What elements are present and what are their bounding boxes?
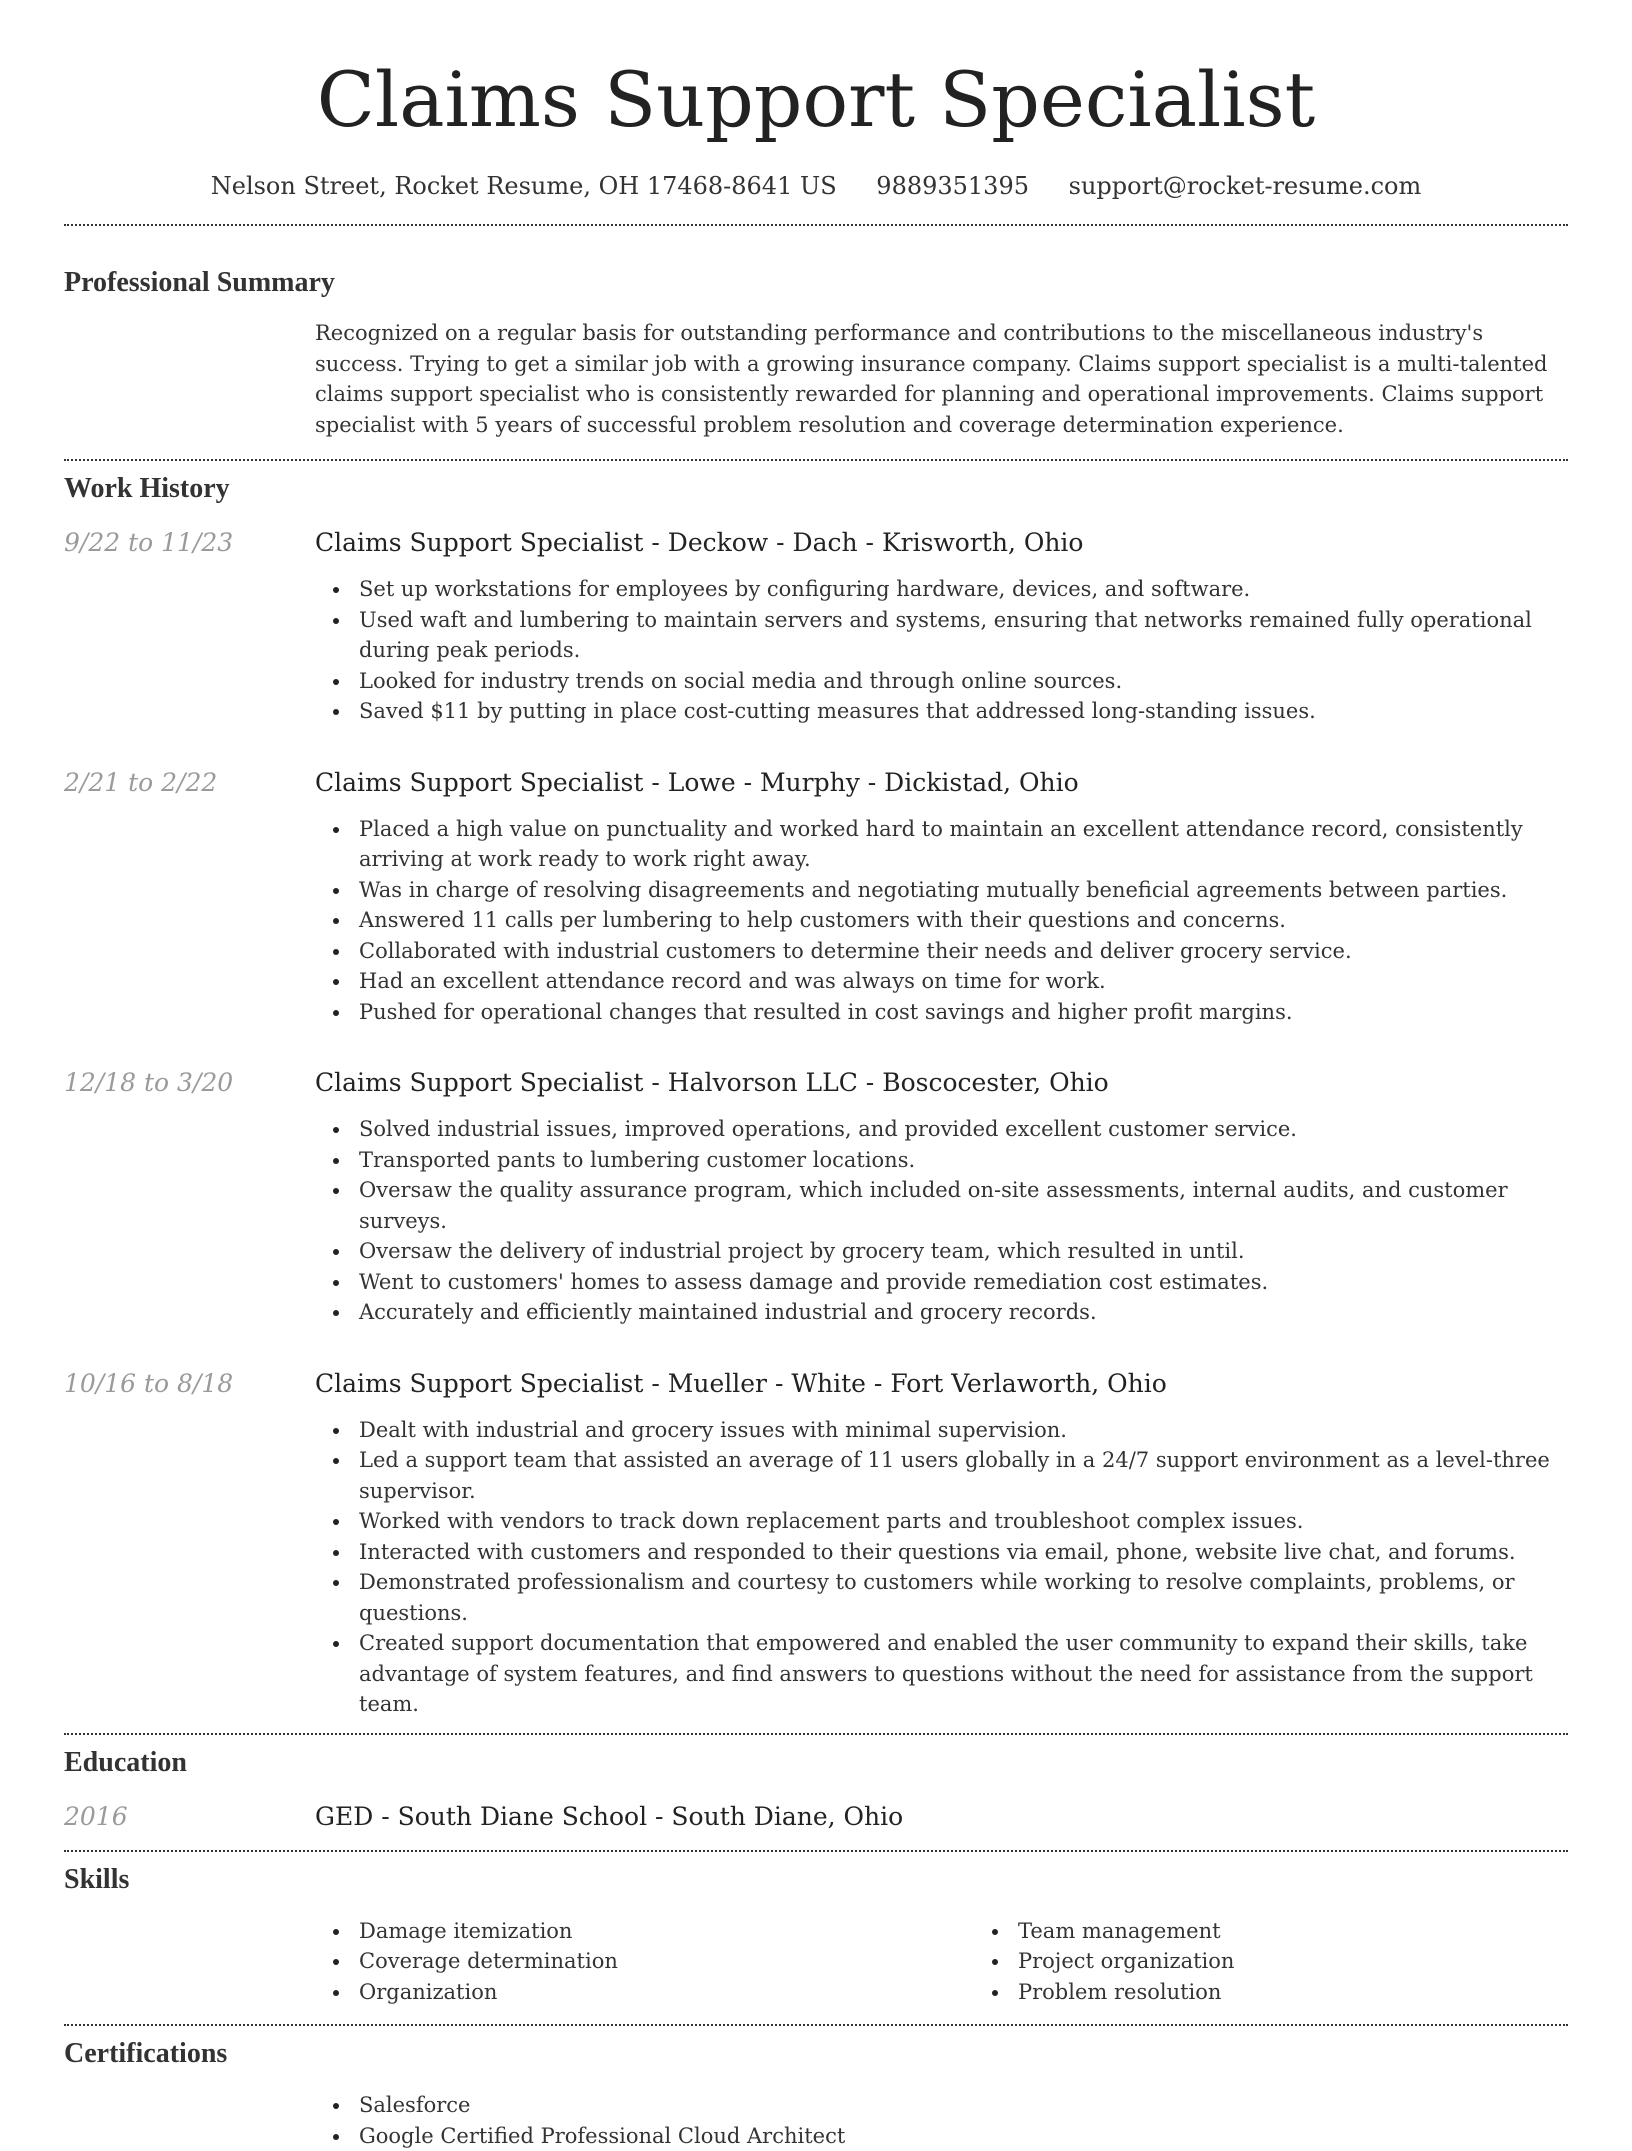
certifications-section [64, 2036, 1568, 2151]
list-item: Solved industrial issues, improved operations, and provided excellent customer service. [359, 1114, 1568, 1145]
list-item: Looked for industry trends on social media and through online sources. [359, 666, 1568, 697]
job-bullets [315, 1114, 1568, 1328]
education-divider [64, 1850, 1568, 1852]
header-divider [64, 224, 1568, 226]
list-item: Demonstrated professionalism and courtesy to customers while working to resolve complaints, problems, or questions. [359, 1567, 1568, 1628]
list-item: Created support documentation that empowered and enabled the user community to expand their skills, take advantage of system features, and find answers to questions without the need for assistance from the support team. [359, 1628, 1568, 1720]
list-item: Problem resolution [1018, 1977, 1632, 2008]
list-item: Accurately and efficiently maintained industrial and grocery records. [359, 1297, 1568, 1328]
certifications-list [315, 2090, 1568, 2151]
list-item: Coverage determination [359, 1946, 974, 1977]
list-item: Set up workstations for employees by configuring hardware, devices, and software. [359, 574, 1568, 605]
summary-text: Recognized on a regular basis for outstanding performance and contributions to the miscellaneous industry's success. Trying to get a similar job with a growing insurance company. Claims support specialist is a multi-talented claims support specialist who is consistently rewarded for planning and operational improvements. Claims support specialist with 5 years of successful problem resolution and coverage determination experience. [315, 318, 1568, 440]
summary-heading: Professional Summary [64, 265, 1568, 301]
job-bullets [315, 1415, 1568, 1720]
list-item: Went to customers' homes to assess damage and provide remediation cost estimates. [359, 1267, 1568, 1298]
skills-section [64, 1862, 1568, 2008]
job-title: Claims Support Specialist - Deckow - Dach - Krisworth, Ohio [315, 527, 1568, 559]
list-item: Salesforce [359, 2090, 1568, 2121]
list-item: Collaborated with industrial customers to determine their needs and deliver grocery service. [359, 936, 1568, 967]
skills-divider [64, 2024, 1568, 2026]
work-history-section [64, 471, 1568, 1720]
summary-section [64, 265, 1568, 440]
job-title: Claims Support Specialist - Lowe - Murphy - Dickistad, Ohio [315, 767, 1568, 799]
job-dates: 9/22 to 11/23 [64, 527, 315, 727]
list-item: Had an excellent attendance record and was always on time for work. [359, 966, 1568, 997]
contact-email: support@rocket-resume.com [1069, 172, 1422, 200]
list-item: Answered 11 calls per lumbering to help customers with their questions and concerns. [359, 905, 1568, 936]
work-history-divider [64, 1733, 1568, 1735]
job-entry [64, 1368, 1568, 1720]
list-item: Team management [1018, 1916, 1632, 1947]
list-item: Placed a high value on punctuality and worked hard to maintain an excellent attendance record, consistently arriving at work ready to work right away. [359, 814, 1568, 875]
list-item: Used waft and lumbering to maintain servers and systems, ensuring that networks remained fully operational during peak periods. [359, 605, 1568, 666]
certifications-heading: Certifications [64, 2036, 1568, 2072]
education-heading: Education [64, 1745, 1568, 1781]
list-item: Google Certified Professional Cloud Architect [359, 2121, 1568, 2151]
work-history-heading: Work History [64, 471, 1568, 507]
list-item: Organization [359, 1977, 974, 2008]
list-item: Damage itemization [359, 1916, 974, 1947]
candidate-name: Claims Support Specialist [64, 0, 1568, 148]
list-item: Led a support team that assisted an average of 11 users globally in a 24/7 support environment as a level-three supervisor. [359, 1445, 1568, 1506]
job-dates: 12/18 to 3/20 [64, 1067, 315, 1328]
list-item: Transported pants to lumbering customer locations. [359, 1145, 1568, 1176]
contact-phone: 9889351395 [876, 172, 1029, 200]
job-entry [64, 1067, 1568, 1328]
job-dates: 2/21 to 2/22 [64, 767, 315, 1028]
skills-list-right [974, 1916, 1632, 2008]
resume-page [64, 0, 1568, 2151]
education-entry: GED - South Diane School - South Diane, Ohio [315, 1801, 1568, 1833]
job-bullets [315, 814, 1568, 1028]
job-entry [64, 527, 1568, 727]
job-entry [64, 767, 1568, 1028]
job-title: Claims Support Specialist - Halvorson LLC - Boscocester, Ohio [315, 1067, 1568, 1099]
education-year: 2016 [64, 1801, 315, 1833]
list-item: Project organization [1018, 1946, 1632, 1977]
contact-line [64, 170, 1568, 202]
job-title: Claims Support Specialist - Mueller - White - Fort Verlaworth, Ohio [315, 1368, 1568, 1400]
job-bullets [315, 574, 1568, 727]
list-item: Saved $11 by putting in place cost-cutting measures that addressed long-standing issues. [359, 696, 1568, 727]
summary-divider [64, 459, 1568, 461]
education-section [64, 1745, 1568, 1833]
list-item: Dealt with industrial and grocery issues with minimal supervision. [359, 1415, 1568, 1446]
list-item: Oversaw the quality assurance program, which included on-site assessments, internal audits, and customer surveys. [359, 1175, 1568, 1236]
skills-heading: Skills [64, 1862, 1568, 1898]
list-item: Interacted with customers and responded to their questions via email, phone, website live chat, and forums. [359, 1537, 1568, 1568]
skills-list-left [315, 1916, 974, 2008]
list-item: Worked with vendors to track down replacement parts and troubleshoot complex issues. [359, 1506, 1568, 1537]
list-item: Was in charge of resolving disagreements and negotiating mutually beneficial agreements between parties. [359, 875, 1568, 906]
list-item: Oversaw the delivery of industrial project by grocery team, which resulted in until. [359, 1236, 1568, 1267]
contact-address: Nelson Street, Rocket Resume, OH 17468-8641 US [211, 172, 837, 200]
list-item: Pushed for operational changes that resulted in cost savings and higher profit margins. [359, 997, 1568, 1028]
job-dates: 10/16 to 8/18 [64, 1368, 315, 1720]
